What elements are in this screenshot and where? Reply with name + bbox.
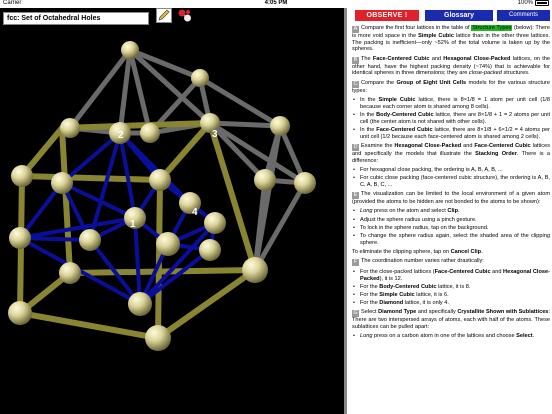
section-letter: E — [353, 192, 358, 199]
paragraph-f: F The coordination number varies rather drastically: — [353, 258, 484, 266]
section-letter: D — [353, 143, 358, 150]
section-letter: C — [353, 80, 358, 87]
list-item: • For hexagonal close packing, the ordering is A, B, A, B, ... — [352, 167, 550, 174]
atom[interactable] — [179, 192, 201, 214]
status-bar — [0, 0, 552, 8]
atom[interactable] — [270, 116, 290, 136]
crystal-lattice-render[interactable] — [0, 8, 344, 414]
atom[interactable] — [8, 301, 32, 325]
list-c — [352, 97, 550, 140]
battery-percent: 100% — [517, 0, 533, 6]
atom[interactable] — [156, 232, 180, 256]
paragraph-g: G Select Diamond Type and specifically Crystallite Shown with Sublattices: There are two interspersed arrays of atoms, each with half of the atoms. These sublattices can be pulled apart: — [352, 309, 550, 331]
atom[interactable] — [60, 118, 80, 138]
atom[interactable] — [191, 69, 209, 87]
clock: 4:05 PM — [264, 0, 288, 6]
list-item: • For the Diamond lattice, it is only 4. — [352, 300, 550, 307]
section-letter: F — [353, 259, 358, 266]
list-item: • Long press on a carbon atom in one of the lattices and choose Select. — [352, 333, 550, 340]
list-g — [352, 333, 550, 340]
atom[interactable] — [145, 325, 171, 351]
atom[interactable] — [242, 257, 268, 283]
atom[interactable] — [59, 262, 81, 284]
molecule-tool-icon[interactable] — [177, 8, 193, 23]
atom[interactable] — [140, 123, 160, 143]
molecule-viewer[interactable] — [0, 8, 344, 414]
tab-observe[interactable]: OBSERVE ! — [355, 10, 419, 21]
list-item: • For the Body-Centered Cubic lattice, it is 8. — [352, 284, 550, 291]
hole-label-3: 3 — [212, 129, 218, 140]
atom[interactable] — [204, 212, 226, 234]
list-item: • To lock in the sphere radius, tap on the background. — [352, 225, 550, 232]
atom[interactable] — [199, 239, 221, 261]
paragraph-b: B The Face-Centered Cubic and Hexagonal Close-Packed lattices, on the other hand, have the highest packing density (~74%) that is achievable for identical spheres in three dimensions; they are close-packed structures. — [352, 55, 551, 77]
atom[interactable] — [51, 172, 73, 194]
atom[interactable] — [121, 41, 139, 59]
atom[interactable] — [294, 172, 316, 194]
hole-label-2: 2 — [118, 130, 124, 141]
atom[interactable] — [149, 169, 171, 191]
tab-glossary[interactable]: Glossary — [425, 10, 493, 21]
paragraph-a: A Compare the first four lattices in the table of Structure Types (below): There is more void space in the Simple Cubic lattice than in the other three lattices. The packing is inefficient—only ~52% of the total volume is taken up by the spheres. — [352, 25, 551, 53]
atom[interactable] — [79, 229, 101, 251]
list-item: • For the Simple Cubic lattice, it is 6. — [352, 292, 550, 299]
list-item: • In the Face-Centered Cubic lattice, there are 8×1/8 + 6×1/2 = 4 atoms per unit cell (1/2 because each face-centered atom is shared among 2 cells). — [352, 127, 550, 140]
carrier-label: Carrier — [3, 0, 22, 6]
list-item: • For the close-packed lattices (Face-Centered Cubic and Hexagonal Close-Packed), it is 12. — [352, 269, 550, 282]
list-item: • To change the sphere radius again, select the shaded area of the clipping sphere. — [352, 233, 550, 246]
section-letter: G — [353, 310, 358, 317]
list-item: • In the Body-Centered Cubic lattice, there are 8×1/8 + 1 = 2 atoms per unit cell (the center atom is not shared with other cells). — [352, 112, 550, 125]
structure-title-field[interactable]: fcc: Set of Octahedral Holes — [3, 12, 149, 25]
battery-icon — [535, 0, 549, 6]
atom[interactable] — [9, 227, 31, 249]
list-item: • Long press on the atom and select Clip. — [352, 208, 550, 215]
blue-octahedra — [20, 133, 215, 304]
list-d — [352, 167, 550, 189]
paragraph-d: D Examine the Hexagonal Close-Packed and Face-Centered Cubic lattices and specifically the models that illustrate the Stacking Order. There is a difference: — [352, 142, 550, 164]
atom[interactable] — [11, 165, 33, 187]
list-item: • Adjust the sphere radius using a pinch gesture. — [352, 217, 550, 224]
battery-indicator — [518, 0, 549, 6]
observation-text — [352, 25, 550, 343]
atom[interactable] — [254, 169, 276, 191]
hole-label-1: 1 — [130, 219, 136, 230]
list-f — [352, 269, 550, 307]
atom[interactable] — [128, 292, 152, 316]
list-item: • For cubic close packing (face-centered cubic structure), the ordering is A, B, C, A, B, C, ... — [352, 175, 550, 188]
tab-comments[interactable]: Comments — [497, 10, 550, 21]
info-panel[interactable] — [347, 8, 552, 414]
structure-types-link[interactable]: Structure Types — [472, 25, 512, 31]
edit-pencil-icon[interactable] — [156, 8, 172, 23]
tab-bar — [347, 10, 552, 22]
section-letter: A — [353, 26, 358, 32]
paragraph-e-footer: To eliminate the clipping sphere, tap on Cancel Clip. — [352, 248, 483, 255]
list-e — [352, 208, 550, 246]
hole-label-4: 4 — [192, 207, 198, 218]
section-letter: B — [353, 56, 358, 63]
paragraph-c: C Compare the Group of Eight Unit Cells models for the various structure types: — [352, 79, 550, 94]
list-item: • In the Simple Cubic lattice, there is 8×1/8 = 1 atom per unit cell (1/8 because each corner atom is shared among 8 cells). — [352, 97, 550, 110]
paragraph-e: E The visualization can be limited to the local environment of a given atom (provided the atoms to be hidden are not bonded to the atoms to be shown): — [352, 191, 550, 206]
